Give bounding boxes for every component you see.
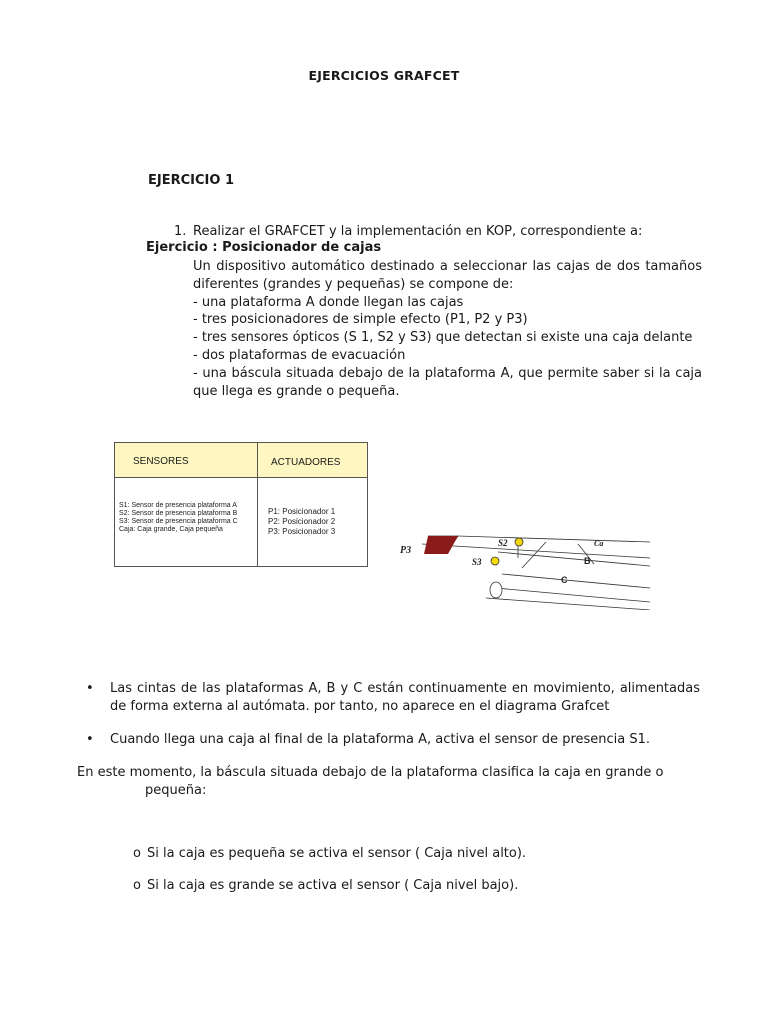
bullet-icon: • xyxy=(86,732,94,747)
exercise-subheading: Ejercicio : Posicionador de cajas xyxy=(146,240,382,255)
actuators-header: ACTUADORES xyxy=(271,457,341,468)
item-text: Realizar el GRAFCET y la implementación en KOP, correspondiente a: xyxy=(193,224,643,239)
description-item: - dos plataformas de evacuación xyxy=(193,347,406,363)
bullet-text: Las cintas de las plataformas A, B y C están continuamente en movimiento, alimentadas de forma externa al autómata. por tanto, no aparece en el diagrama Grafcet xyxy=(110,681,700,714)
actuator-entry: P2: Posicionador 2 xyxy=(268,517,336,526)
option-text: Si la caja es grande se activa el sensor ( Caja nivel bajo). xyxy=(147,878,519,893)
bullet-text: Cuando llega una caja al final de la plataforma A, activa el sensor de presencia S1. xyxy=(110,732,651,747)
bullet-list xyxy=(84,680,700,749)
option-text: Si la caja es pequeña se activa el sensor ( Caja nivel alto). xyxy=(147,846,527,861)
numbered-item xyxy=(174,224,642,239)
bullet-item xyxy=(84,680,700,716)
classification-paragraph xyxy=(77,764,700,800)
option-item xyxy=(133,846,526,861)
actuators-list xyxy=(268,507,335,537)
option-item xyxy=(133,878,518,893)
circle-bullet-icon: o xyxy=(133,878,141,893)
sensor-entry: S2: Sensor de presencia plataforma B xyxy=(119,510,238,517)
actuator-p3-block xyxy=(424,536,458,554)
label-platform-b: B xyxy=(584,556,591,566)
sensors-header: SENSORES xyxy=(133,456,189,467)
label-s3: S3 xyxy=(472,557,482,567)
actuator-entry: P1: Posicionador 1 xyxy=(268,507,336,516)
sensors-list xyxy=(119,502,238,534)
sensor-s3-marker xyxy=(491,557,499,565)
actuator-entry: P3: Posicionador 3 xyxy=(268,527,336,536)
io-table xyxy=(114,442,368,567)
label-p3: P3 xyxy=(400,545,412,556)
label-platform-c: C xyxy=(561,575,568,585)
bullet-icon: • xyxy=(86,681,94,696)
bullet-item xyxy=(84,731,700,749)
document-title: EJERCICIOS GRAFCET xyxy=(308,68,460,83)
item-number: 1. xyxy=(174,224,187,239)
description-item: - tres sensores ópticos (S 1, S2 y S3) que detectan si existe una caja delante xyxy=(193,330,693,346)
paragraph-line: En este momento, la báscula situada debajo de la plataforma clasifica la caja en grande o xyxy=(77,765,664,780)
label-s2: S2 xyxy=(498,538,508,548)
exercise-heading: EJERCICIO 1 xyxy=(148,173,234,188)
conveyor-diagram xyxy=(398,528,650,610)
sensor-entry: Caja: Caja grande, Caja pequeña xyxy=(119,526,223,533)
circle-bullet-icon: o xyxy=(133,846,141,861)
description-item: - una plataforma A donde llegan las cajas xyxy=(193,294,464,310)
description-item: - tres posicionadores de simple efecto (P1, P2 y P3) xyxy=(193,312,528,328)
sensor-entry: S1: Sensor de presencia plataforma A xyxy=(119,502,237,509)
description-intro: Un dispositivo automático destinado a seleccionar las cajas de dos tamaños diferentes (grandes y pequeñas) se compone de: xyxy=(193,259,702,292)
paragraph-line: pequeña: xyxy=(145,783,207,798)
io-table-divider xyxy=(257,443,258,566)
sensor-entry: S3: Sensor de presencia plataforma C xyxy=(119,518,238,525)
sensor-s2-marker xyxy=(515,538,523,546)
description-block xyxy=(193,258,702,400)
label-partial: Ca xyxy=(594,539,604,548)
description-item: - una báscula situada debajo de la plataforma A, que permite saber si la caja que llega es grande o pequeña. xyxy=(193,365,702,399)
